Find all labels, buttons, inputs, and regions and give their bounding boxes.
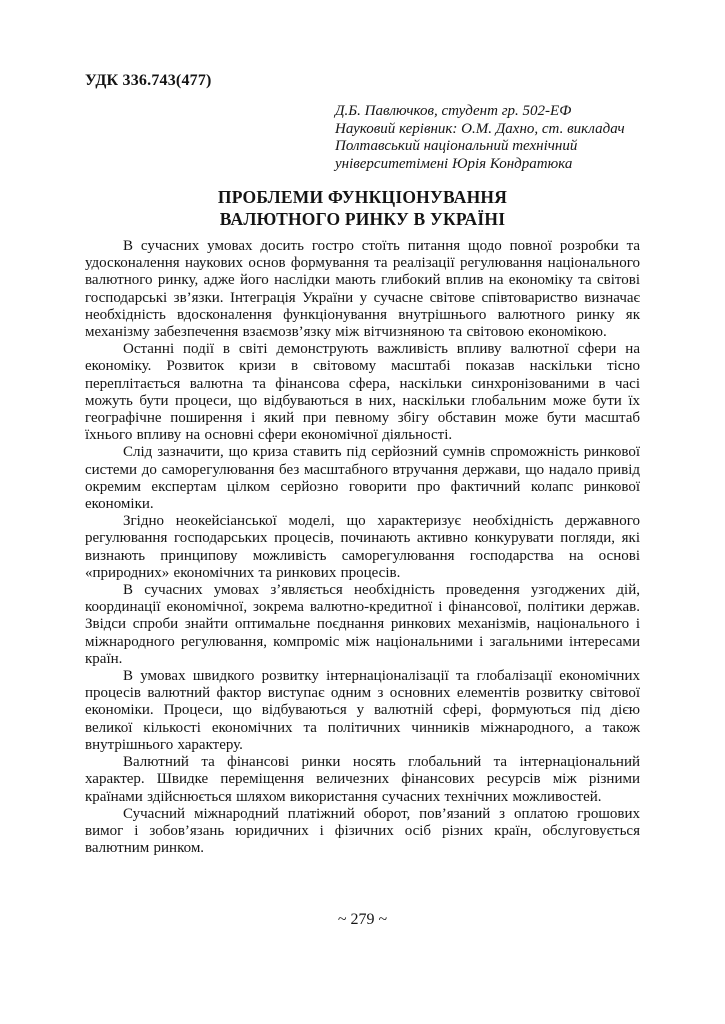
page-number: ~ 279 ~ <box>337 911 388 928</box>
paper-title-line-1: ПРОБЛЕМИ ФУНКЦІОНУВАННЯ <box>217 187 508 207</box>
paper-title <box>85 186 640 230</box>
udc-code: УДК 336.743(477) <box>85 72 212 89</box>
paper-title-line-2: ВАЛЮТНОГО РИНКУ В УКРАЇНІ <box>219 209 506 229</box>
paragraph-8: Сучасний міжнародний платіжний оборот, пов’язаний з оплатою грошових вимог і зобов’язань юридичних і фізичних осіб різних країн, обслуговується валютним ринком. <box>85 805 640 857</box>
paragraph-2: Останні події в світі демонструють важливість впливу валютної сфери на економіку. Розвиток кризи в світовому масштабі показав наскільки тісно переплітається валютна та фінансова сфера, наскільки синхронізованими в часі можуть бути процеси, що відбуваються в них, наскільки глобальним може бути їх географічне поширення і який при певному збігу обставин може бути масштаб їхнього впливу на основні сфери економічної діяльності. <box>85 341 640 444</box>
author-line-1: Д.Б. Павлючков, студент гр. 502-ЕФ <box>335 103 572 119</box>
paragraph-6: В умовах швидкого розвитку інтернаціоналізації та глобалізації економічних процесів валютний фактор виступає одним з основних елементів розвитку світової економіки. Процеси, що відбуваються у валютній сфері, формуються під дією великої кількості економічних та політичних чинників міжнародного, а також внутрішнього характеру. <box>85 668 640 753</box>
paragraph-1: В сучасних умовах досить гостро стоїть питання щодо повної розробки та удосконалення наукових основ формування та реалізації регулювання національного валютного ринку, адже його наслідки мають глибокий вплив на економіку та світові господарські зв’язки. Інтеграція України у сучасне світове співтовариство визначає необхідність вдосконалення функціонування внутрішнього валютного ринку як механізму забезпечення взаємозв’язку між вітчизняною та світовою економікою. <box>85 238 640 341</box>
author-block <box>335 103 640 173</box>
author-line-2: Науковий керівник: О.М. Дахно, ст. викладач <box>335 120 625 137</box>
paragraph-7: Валютний та фінансові ринки носять глобальний та інтернаціональний характер. Швидке переміщення величезних фінансових ресурсів між різними країнами здійснюється шляхом використання сучасних технічних можливостей. <box>85 754 640 805</box>
paragraph-4: Згідно неокейсіанської моделі, що характеризує необхідність державного регулювання господарських процесів, починають активно конкурувати погляди, які визнають принципову можливість саморегулювання господарства на основі «природних» економічних та ринкових процесів. <box>85 513 640 581</box>
paper-body <box>85 238 640 857</box>
paragraph-5: В сучасних умовах з’являється необхідність проведення узгоджених дій, координації економічної, зокрема валютно-кредитної і фінансової, політики держав. Звідси спроби знайти оптимальне поєднання ринкових механізмів, національного і міжнародного регулювання, компроміс між національними і загальними інтересами країн. <box>85 582 640 667</box>
author-line-4: університетімені Юрія Кондратюка <box>335 155 573 172</box>
paragraph-3: Слід зазначити, що криза ставить під серйозний сумнів спроможність ринкової системи до саморегулювання без масштабного втручання держави, що надало привід окремим експертам цілком серйозно говорити про фактичний колапс ринкової економіки. <box>85 444 640 513</box>
author-line-3: Полтавський національний технічний <box>335 138 578 154</box>
